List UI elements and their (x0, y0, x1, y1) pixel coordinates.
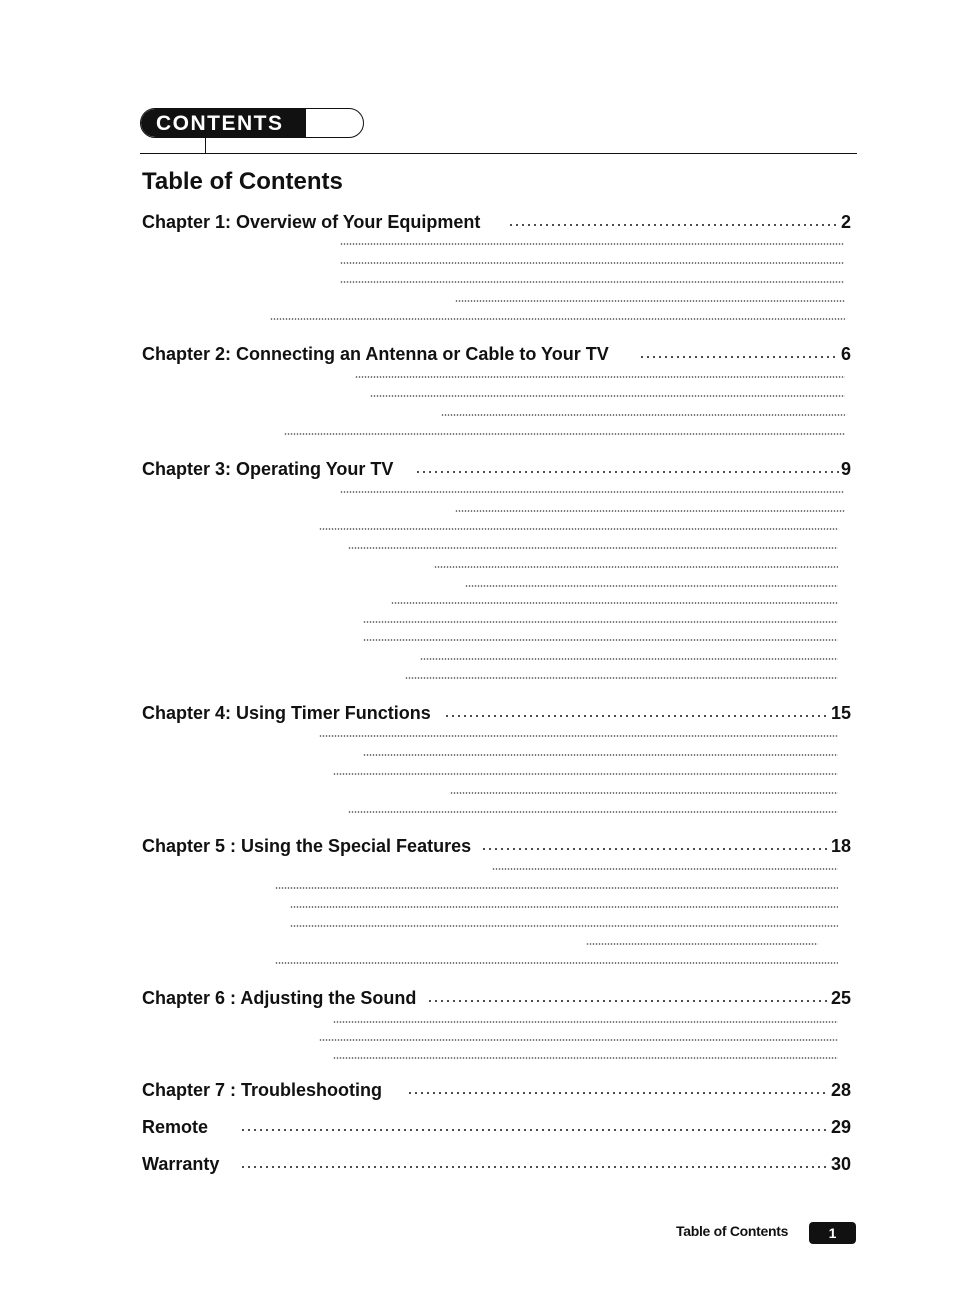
toc-subentry-leader (319, 1039, 838, 1041)
page-title: Table of Contents (142, 168, 343, 195)
toc-subentry-leader (275, 887, 838, 889)
toc-entry-title: Chapter 4: Using Timer Functions (142, 703, 431, 723)
toc-leader (415, 471, 839, 473)
toc-subentry-leader (340, 243, 844, 245)
toc-entry-page: 2 (840, 212, 851, 232)
toc-entry-title: Chapter 5 : Using the Special Features (142, 836, 472, 856)
toc-subentry-leader (333, 1057, 838, 1059)
header-tick (205, 138, 206, 154)
toc-entry-chapter-4[interactable] (142, 702, 851, 724)
toc-entry-page: 25 (830, 988, 851, 1008)
footer-section-label: Table of Contents (676, 1223, 789, 1239)
toc-entry-title: Chapter 1: Overview of Your Equipment (142, 212, 481, 232)
footer-page-number: 1 (809, 1222, 856, 1244)
toc-subentry-leader (370, 395, 845, 397)
toc-entry-page: 6 (840, 344, 851, 364)
toc-subentry-leader (348, 811, 838, 813)
toc-subentry-leader (405, 677, 838, 679)
toc-subentry-leader (270, 318, 845, 320)
toc-leader (240, 1166, 829, 1168)
toc-entry-chapter-1[interactable] (142, 211, 851, 233)
header-rule (140, 153, 857, 154)
toc-leader (444, 715, 829, 717)
toc-entry-page: 30 (830, 1154, 851, 1174)
toc-subentry-leader (465, 585, 838, 587)
toc-subentry-leader (492, 868, 838, 870)
toc-entry-page: 29 (830, 1117, 851, 1137)
contents-tab (140, 108, 364, 138)
toc-subentry-leader (340, 262, 844, 264)
toc-leader (427, 1000, 829, 1002)
toc-subentry-leader (455, 300, 845, 302)
toc-entry-chapter-6[interactable] (142, 987, 851, 1009)
toc-subentry-leader (348, 547, 838, 549)
toc-subentry-leader (319, 528, 838, 530)
toc-leader (639, 356, 839, 358)
toc-subentry-leader (333, 773, 838, 775)
toc-entry-chapter-3[interactable] (142, 458, 851, 480)
toc-subentry-leader (275, 962, 838, 964)
toc-entry-title: Warranty (142, 1154, 220, 1174)
toc-entry-title: Chapter 6 : Adjusting the Sound (142, 988, 417, 1008)
toc-entry-page: 28 (830, 1080, 851, 1100)
toc-leader (240, 1129, 829, 1131)
toc-entry-page: 15 (830, 703, 851, 723)
toc-entry-page: 18 (830, 836, 851, 856)
toc-entry-warranty[interactable] (142, 1153, 851, 1175)
toc-subentry-leader (340, 491, 844, 493)
toc-subentry-leader (420, 658, 838, 660)
toc-entry-title: Remote (142, 1117, 209, 1137)
toc-subentry-leader (441, 414, 845, 416)
toc-subentry-leader (319, 735, 838, 737)
toc-subentry-leader (363, 621, 838, 623)
toc-entry-title: Chapter 7 : Troubleshooting (142, 1080, 383, 1100)
toc-leader (508, 224, 839, 226)
toc-subentry-leader (355, 376, 845, 378)
toc-subentry-leader (391, 602, 838, 604)
toc-subentry-leader (363, 639, 838, 641)
toc-entry-title: Chapter 2: Connecting an Antenna or Cable to Your TV (142, 344, 609, 364)
contents-tab-label: CONTENTS (156, 112, 284, 135)
toc-entry-remote[interactable] (142, 1116, 851, 1138)
toc-subentry-leader (434, 566, 838, 568)
toc-subentry-leader (363, 754, 838, 756)
toc-subentry-leader (450, 792, 838, 794)
toc-entry-chapter-2[interactable] (142, 343, 851, 365)
toc-entry-chapter-7[interactable] (142, 1079, 851, 1101)
toc-entry-title: Chapter 3: Operating Your TV (142, 459, 394, 479)
toc-entry-page: 9 (840, 459, 851, 479)
toc-subentry-leader (340, 281, 844, 283)
toc-subentry-leader (284, 433, 845, 435)
toc-leader (481, 848, 829, 850)
toc-subentry-leader (290, 906, 838, 908)
toc-subentry-leader (333, 1021, 838, 1023)
toc-subentry-leader (586, 943, 818, 945)
toc-subentry-leader (455, 510, 845, 512)
toc-subentry-leader (290, 925, 838, 927)
toc-leader (407, 1092, 829, 1094)
toc-entry-chapter-5[interactable] (142, 835, 851, 857)
